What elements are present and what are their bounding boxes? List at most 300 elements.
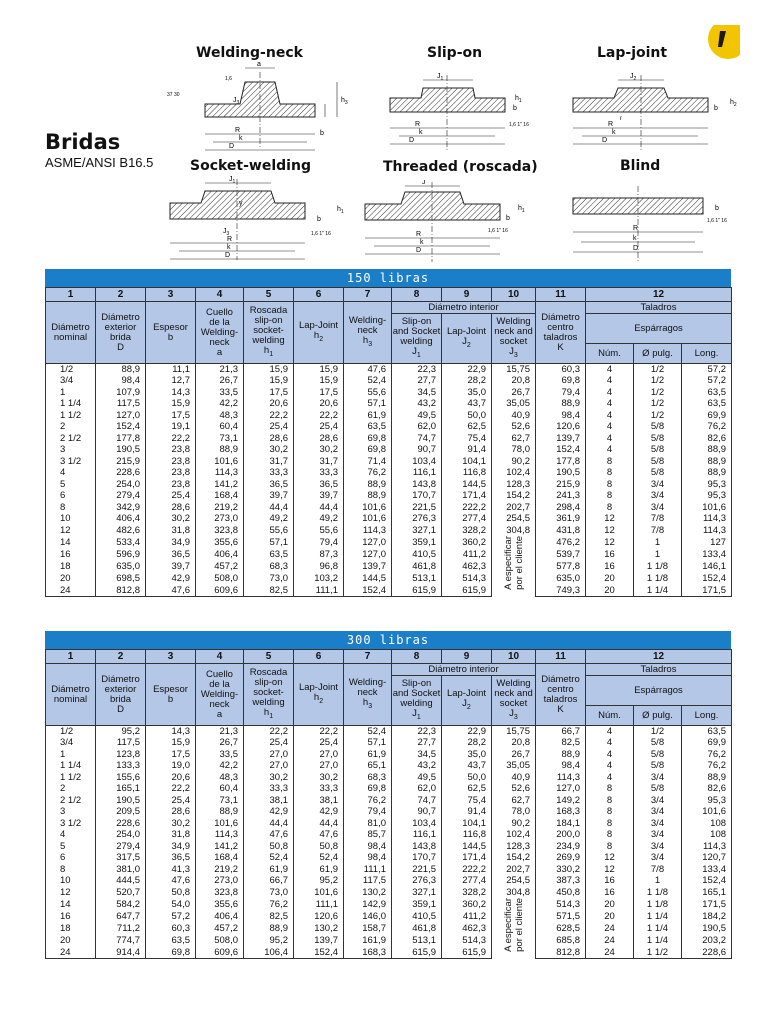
table-cell: 520,7	[96, 887, 146, 899]
table-cell: 615,9	[392, 585, 442, 597]
table-cell: 34,9	[146, 841, 196, 853]
table-cell: 123,8	[96, 749, 146, 761]
table-cell: 7/8	[634, 864, 682, 876]
table-cell: 23,8	[146, 444, 196, 456]
table-cell: 4	[586, 444, 634, 456]
table-cell: 685,8	[536, 935, 586, 947]
table-cell: 54,0	[146, 898, 196, 910]
table-cell: 8	[586, 829, 634, 841]
table-cell: 106,4	[244, 947, 294, 959]
table-row	[46, 548, 732, 560]
table-cell: 21,3	[196, 726, 244, 738]
table-cell: 304,8	[492, 525, 536, 537]
table-cell: 95,2	[96, 726, 146, 738]
table-cell: 22,9	[442, 364, 492, 376]
table-row	[46, 421, 732, 433]
col-number: 11	[536, 288, 586, 302]
table-cell: 1/2	[634, 364, 682, 376]
cell-nominal: 3	[46, 444, 96, 456]
col-number: 3	[146, 288, 196, 302]
table-cell: 3/4	[634, 502, 682, 514]
table-cell: 411,2	[442, 548, 492, 560]
table-cell: 103,4	[392, 456, 442, 468]
table-cell: 4	[586, 760, 634, 772]
table-cell: 61,9	[244, 864, 294, 876]
svg-text:h2: $h_2$	[730, 99, 737, 108]
table-cell: 107,9	[96, 387, 146, 399]
table-row	[46, 560, 732, 572]
table-cell: 711,2	[96, 922, 146, 934]
table-cell: 12	[586, 864, 634, 876]
table-row	[46, 444, 732, 456]
col-number: 4	[196, 650, 244, 664]
table-cell: 12	[586, 513, 634, 525]
table-cell: 42,2	[196, 760, 244, 772]
table-cell: 88,9	[536, 749, 586, 761]
table-cell: 152,4	[344, 585, 392, 597]
table-cell: 69,8	[536, 375, 586, 387]
spec-note: A especificar por el cliente	[502, 536, 525, 590]
col-number: 10	[492, 650, 536, 664]
table-cell: 200,0	[536, 829, 586, 841]
table-cell: 155,6	[96, 772, 146, 784]
table-cell: 152,4	[294, 947, 344, 959]
table-row	[46, 456, 732, 468]
table-cell: 62,5	[442, 783, 492, 795]
table-cell: 513,1	[392, 935, 442, 947]
table-cell: 20	[586, 585, 634, 597]
table-cell: 222,2	[442, 502, 492, 514]
spec-note-cell	[492, 536, 536, 597]
table-cell: 444,5	[96, 875, 146, 887]
table-cell: 8	[586, 479, 634, 491]
cell-nominal: 2 1/2	[46, 433, 96, 445]
table-cell: 102,4	[492, 467, 536, 479]
table-cell: 22,2	[146, 783, 196, 795]
table-cell: 158,7	[344, 922, 392, 934]
col-number: 7	[344, 288, 392, 302]
table-cell: 42,2	[196, 398, 244, 410]
table-cell: 128,3	[492, 479, 536, 491]
table-cell: 635,0	[96, 560, 146, 572]
table-cell: 76,2	[682, 421, 732, 433]
table-cell: 63,5	[682, 726, 732, 738]
table-cell: 30,2	[244, 444, 294, 456]
flange-table	[45, 287, 732, 597]
table-cell: 5/8	[634, 737, 682, 749]
threaded-label: Threaded (roscada)	[383, 159, 538, 175]
table-cell: 74,7	[392, 433, 442, 445]
table-cell: 26,7	[196, 375, 244, 387]
table-cell: 31,8	[146, 829, 196, 841]
cell-nominal: 1/2	[46, 364, 96, 376]
table-cell: 101,6	[344, 513, 392, 525]
table-cell: 98,4	[344, 852, 392, 864]
table-cell: 359,1	[392, 898, 442, 910]
table-cell: 190,5	[682, 922, 732, 934]
cell-nominal: 1 1/2	[46, 772, 96, 784]
table-cell: 1 1/8	[634, 573, 682, 585]
col-header-diametro-centro: Diámetro centro taladros K	[536, 664, 586, 726]
svg-text:J3: $J_3$	[233, 97, 240, 106]
table-cell: 85,7	[344, 829, 392, 841]
table-cell: 23,8	[146, 467, 196, 479]
col-number: 7	[344, 650, 392, 664]
welding-neck-drawing	[165, 62, 360, 157]
table-cell: 75,4	[442, 433, 492, 445]
table-cell: 101,6	[344, 502, 392, 514]
svg-text:J1: $J_1$	[437, 73, 444, 82]
table-cell: 222,2	[442, 864, 492, 876]
table-cell: 3/4	[634, 490, 682, 502]
svg-text:h1: $h_1$	[515, 95, 522, 104]
flange-table	[45, 649, 732, 959]
svg-text:y: y	[239, 200, 243, 207]
cell-nominal: 8	[46, 864, 96, 876]
table-cell: 111,1	[294, 585, 344, 597]
table-body	[46, 726, 732, 959]
svg-text:J: J	[422, 180, 426, 186]
svg-text:1,6 1" 16: 1,6 1" 16	[488, 228, 508, 234]
table-cell: 25,4	[244, 737, 294, 749]
table-cell: 1 1/8	[634, 560, 682, 572]
col-header-taladros: Taladros	[586, 302, 732, 314]
table-cell: 52,4	[344, 375, 392, 387]
table-cell: 28,6	[294, 433, 344, 445]
cell-nominal: 10	[46, 875, 96, 887]
table-cell: 410,5	[392, 910, 442, 922]
table-cell: 3/4	[634, 772, 682, 784]
col-number: 6	[294, 288, 344, 302]
table-row	[46, 760, 732, 772]
table-cell: 88,9	[682, 444, 732, 456]
col-header-diametro-interior: Diámetro interior	[392, 664, 536, 676]
table-cell: 73,1	[196, 433, 244, 445]
table-cell: 8	[586, 806, 634, 818]
table-cell: 209,5	[96, 806, 146, 818]
table-cell: 141,2	[196, 479, 244, 491]
table-cell: 103,4	[392, 818, 442, 830]
table-row	[46, 410, 732, 422]
table-cell: 190,5	[536, 467, 586, 479]
table-cell: 43,2	[392, 760, 442, 772]
table-row	[46, 490, 732, 502]
svg-text:1,6: 1,6	[225, 76, 232, 82]
table-cell: 44,4	[244, 818, 294, 830]
table-cell: 33,3	[244, 467, 294, 479]
svg-text:R: R	[608, 121, 614, 128]
col-header-lap-joint-h2: Lap-Joint $h_2$	[294, 302, 344, 364]
table-cell: 62,5	[442, 421, 492, 433]
table-cell: 52,4	[294, 852, 344, 864]
col-number: 8	[392, 650, 442, 664]
table-cell: 120,6	[294, 910, 344, 922]
col-number: 1	[46, 650, 96, 664]
table-cell: 17,5	[244, 387, 294, 399]
table-cell: 8	[586, 456, 634, 468]
table-cell: 277,4	[442, 875, 492, 887]
table-cell: 221,5	[392, 864, 442, 876]
table-cell: 117,5	[96, 737, 146, 749]
table-cell: 49,5	[392, 772, 442, 784]
table-cell: 812,8	[536, 947, 586, 959]
svg-text:R: R	[415, 121, 421, 128]
col-number: 1	[46, 288, 96, 302]
table-cell: 66,7	[536, 726, 586, 738]
svg-text:a: a	[257, 62, 261, 68]
table-cell: 79,4	[344, 806, 392, 818]
cell-nominal: 24	[46, 585, 96, 597]
table-cell: 55,6	[294, 525, 344, 537]
table-cell: 457,2	[196, 922, 244, 934]
table-cell: 88,9	[244, 922, 294, 934]
cell-nominal: 8	[46, 502, 96, 514]
table-header	[46, 288, 732, 364]
table-cell: 73,1	[196, 795, 244, 807]
table-cell: 27,0	[244, 760, 294, 772]
table-cell: 49,2	[294, 513, 344, 525]
cell-nominal: 10	[46, 513, 96, 525]
table-cell: 76,2	[682, 760, 732, 772]
table-cell: 20	[586, 910, 634, 922]
col-header-welding-neck-h3: Welding- neck $h_3$	[344, 302, 392, 364]
svg-text:1,6 1" 16: 1,6 1" 16	[707, 218, 727, 224]
svg-text:37 30: 37 30	[167, 92, 180, 98]
table-cell: 116,1	[392, 467, 442, 479]
table-cell: 82,5	[244, 910, 294, 922]
svg-text:b: b	[513, 105, 517, 112]
table-cell: 647,7	[96, 910, 146, 922]
table-cell: 3/4	[634, 829, 682, 841]
table-cell: 88,9	[682, 467, 732, 479]
col-header-diametro-exterior: Diámetro exterior brida D	[96, 664, 146, 726]
table-cell: 120,7	[682, 852, 732, 864]
table-cell: 431,8	[536, 525, 586, 537]
table-cell: 104,1	[442, 818, 492, 830]
table-cell: 139,7	[344, 560, 392, 572]
cell-nominal: 3/4	[46, 737, 96, 749]
table-cell: 11,1	[146, 364, 196, 376]
table-row	[46, 585, 732, 597]
table-cell: 49,2	[244, 513, 294, 525]
table-row	[46, 947, 732, 959]
table-cell: 4	[586, 772, 634, 784]
table-cell: 5/8	[634, 433, 682, 445]
table-cell: 20,6	[146, 772, 196, 784]
table-cell: 52,4	[244, 852, 294, 864]
col-number: 11	[536, 650, 586, 664]
table-cell: 38,1	[244, 795, 294, 807]
table-cell: 20,6	[294, 398, 344, 410]
table-cell: 44,4	[244, 502, 294, 514]
table-cell: 241,3	[536, 490, 586, 502]
table-row	[46, 783, 732, 795]
table-cell: 130,2	[294, 922, 344, 934]
table-cell: 154,2	[492, 490, 536, 502]
table-cell: 38,1	[294, 795, 344, 807]
col-header-espesor: Espesor b	[146, 302, 196, 364]
table-cell: 462,3	[442, 560, 492, 572]
table-cell: 22,3	[392, 364, 442, 376]
table-cell: 228,6	[96, 467, 146, 479]
table-cell: 12	[586, 852, 634, 864]
table-cell: 91,4	[442, 444, 492, 456]
col-header-o-pulg: Ø pulg.	[634, 706, 682, 726]
table-title: 150 libras	[45, 269, 731, 287]
table-cell: 57,2	[682, 364, 732, 376]
table-cell: 812,8	[96, 585, 146, 597]
table-cell: 21,3	[196, 364, 244, 376]
table-title: 300 libras	[45, 631, 731, 649]
table-cell: 22,2	[294, 410, 344, 422]
col-header-lap-joint-j2: Lap-Joint $J_2$	[442, 314, 492, 364]
svg-text:k: k	[612, 129, 616, 136]
table-cell: 19,0	[146, 760, 196, 772]
table-cell: 73,0	[244, 887, 294, 899]
cell-nominal: 20	[46, 573, 96, 585]
table-cell: 35,05	[492, 398, 536, 410]
table-cell: 154,2	[492, 852, 536, 864]
svg-text:D: D	[633, 245, 639, 252]
svg-text:h1: $h_1$	[518, 205, 525, 214]
table-cell: 15,9	[146, 398, 196, 410]
table-cell: 17,5	[146, 410, 196, 422]
table-cell: 47,6	[244, 829, 294, 841]
table-cell: 27,0	[294, 749, 344, 761]
table-cell: 33,3	[294, 783, 344, 795]
table-cell: 62,0	[392, 783, 442, 795]
cell-nominal: 6	[46, 852, 96, 864]
table-cell: 48,3	[196, 772, 244, 784]
table-cell: 28,2	[442, 375, 492, 387]
table-cell: 79,4	[294, 536, 344, 548]
col-number: 12	[586, 288, 732, 302]
col-number: 9	[442, 288, 492, 302]
cell-nominal: 24	[46, 947, 96, 959]
cell-nominal: 4	[46, 467, 96, 479]
table-cell: 144,5	[344, 573, 392, 585]
table-cell: 635,0	[536, 573, 586, 585]
table-cell: 1	[634, 548, 682, 560]
table-cell: 277,4	[442, 513, 492, 525]
table-cell: 103,2	[294, 573, 344, 585]
table-cell: 168,4	[196, 490, 244, 502]
cell-nominal: 16	[46, 910, 96, 922]
table-cell: 202,7	[492, 864, 536, 876]
table-header	[46, 650, 732, 726]
table-cell: 101,6	[294, 887, 344, 899]
table-cell: 114,3	[196, 467, 244, 479]
svg-text:k: k	[420, 239, 424, 246]
table-cell: 139,7	[294, 935, 344, 947]
table-cell: 36,5	[294, 479, 344, 491]
table-row	[46, 749, 732, 761]
table-cell: 14,3	[146, 387, 196, 399]
cell-nominal: 1	[46, 387, 96, 399]
table-cell: 47,6	[344, 364, 392, 376]
table-cell: 171,4	[442, 490, 492, 502]
table-cell: 50,0	[442, 410, 492, 422]
col-number: 5	[244, 288, 294, 302]
table-cell: 410,5	[392, 548, 442, 560]
table-cell: 25,4	[294, 421, 344, 433]
table-cell: 27,7	[392, 375, 442, 387]
table-cell: 152,4	[682, 573, 732, 585]
table-cell: 24	[586, 922, 634, 934]
table-cell: 1 1/4	[634, 585, 682, 597]
table-cell: 8	[586, 490, 634, 502]
cell-nominal: 1 1/2	[46, 410, 96, 422]
table-cell: 30,2	[244, 772, 294, 784]
table-cell: 170,7	[392, 490, 442, 502]
col-header-cuello: Cuello de la Welding- neck a	[196, 302, 244, 364]
cell-nominal: 12	[46, 525, 96, 537]
table-cell: 88,9	[682, 772, 732, 784]
table-cell: 88,9	[344, 479, 392, 491]
table-cell: 31,8	[146, 525, 196, 537]
table-cell: 323,8	[196, 887, 244, 899]
table-cell: 361,9	[536, 513, 586, 525]
table-cell: 508,0	[196, 573, 244, 585]
table-cell: 81,0	[344, 818, 392, 830]
table-cell: 171,5	[682, 585, 732, 597]
table-cell: 42,9	[294, 806, 344, 818]
table-cell: 8	[586, 467, 634, 479]
page-title: Bridas	[45, 130, 121, 154]
table-cell: 35,05	[492, 760, 536, 772]
table-cell: 68,3	[244, 560, 294, 572]
table-row	[46, 864, 732, 876]
table-cell: 24	[586, 947, 634, 959]
table-cell: 1/2	[634, 410, 682, 422]
col-header-lap-joint-h2: Lap-Joint $h_2$	[294, 664, 344, 726]
cell-nominal: 2	[46, 783, 96, 795]
table-cell: 42,9	[244, 806, 294, 818]
table-cell: 457,2	[196, 560, 244, 572]
table-row	[46, 806, 732, 818]
table-row	[46, 852, 732, 864]
table-cell: 269,9	[536, 852, 586, 864]
col-header-long: Long.	[682, 706, 732, 726]
table-cell: 114,3	[682, 841, 732, 853]
table-cell: 117,5	[344, 875, 392, 887]
table-cell: 98,4	[536, 760, 586, 772]
table-cell: 50,0	[442, 772, 492, 784]
table-cell: 69,8	[344, 444, 392, 456]
table-cell: 98,4	[536, 410, 586, 422]
table-cell: 63,5	[146, 935, 196, 947]
col-header-num: Núm.	[586, 344, 634, 364]
table-cell: 190,5	[96, 795, 146, 807]
table-cell: 276,3	[392, 875, 442, 887]
col-header-esparragos: Espárragos	[586, 314, 732, 344]
col-header-diametro-exterior: Diámetro exterior brida D	[96, 302, 146, 364]
table-cell: 1 1/4	[634, 922, 682, 934]
table-cell: 30,2	[146, 513, 196, 525]
table-cell: 184,2	[682, 910, 732, 922]
table-cell: 615,9	[442, 585, 492, 597]
cell-nominal: 3	[46, 806, 96, 818]
table-cell: 95,3	[682, 795, 732, 807]
table-cell: 317,5	[96, 852, 146, 864]
table-cell: 127,0	[344, 548, 392, 560]
table-row	[46, 818, 732, 830]
table-cell: 16	[586, 548, 634, 560]
table-row	[46, 875, 732, 887]
table-cell: 20,6	[244, 398, 294, 410]
table-cell: 69,9	[682, 737, 732, 749]
table-cell: 127,0	[344, 536, 392, 548]
